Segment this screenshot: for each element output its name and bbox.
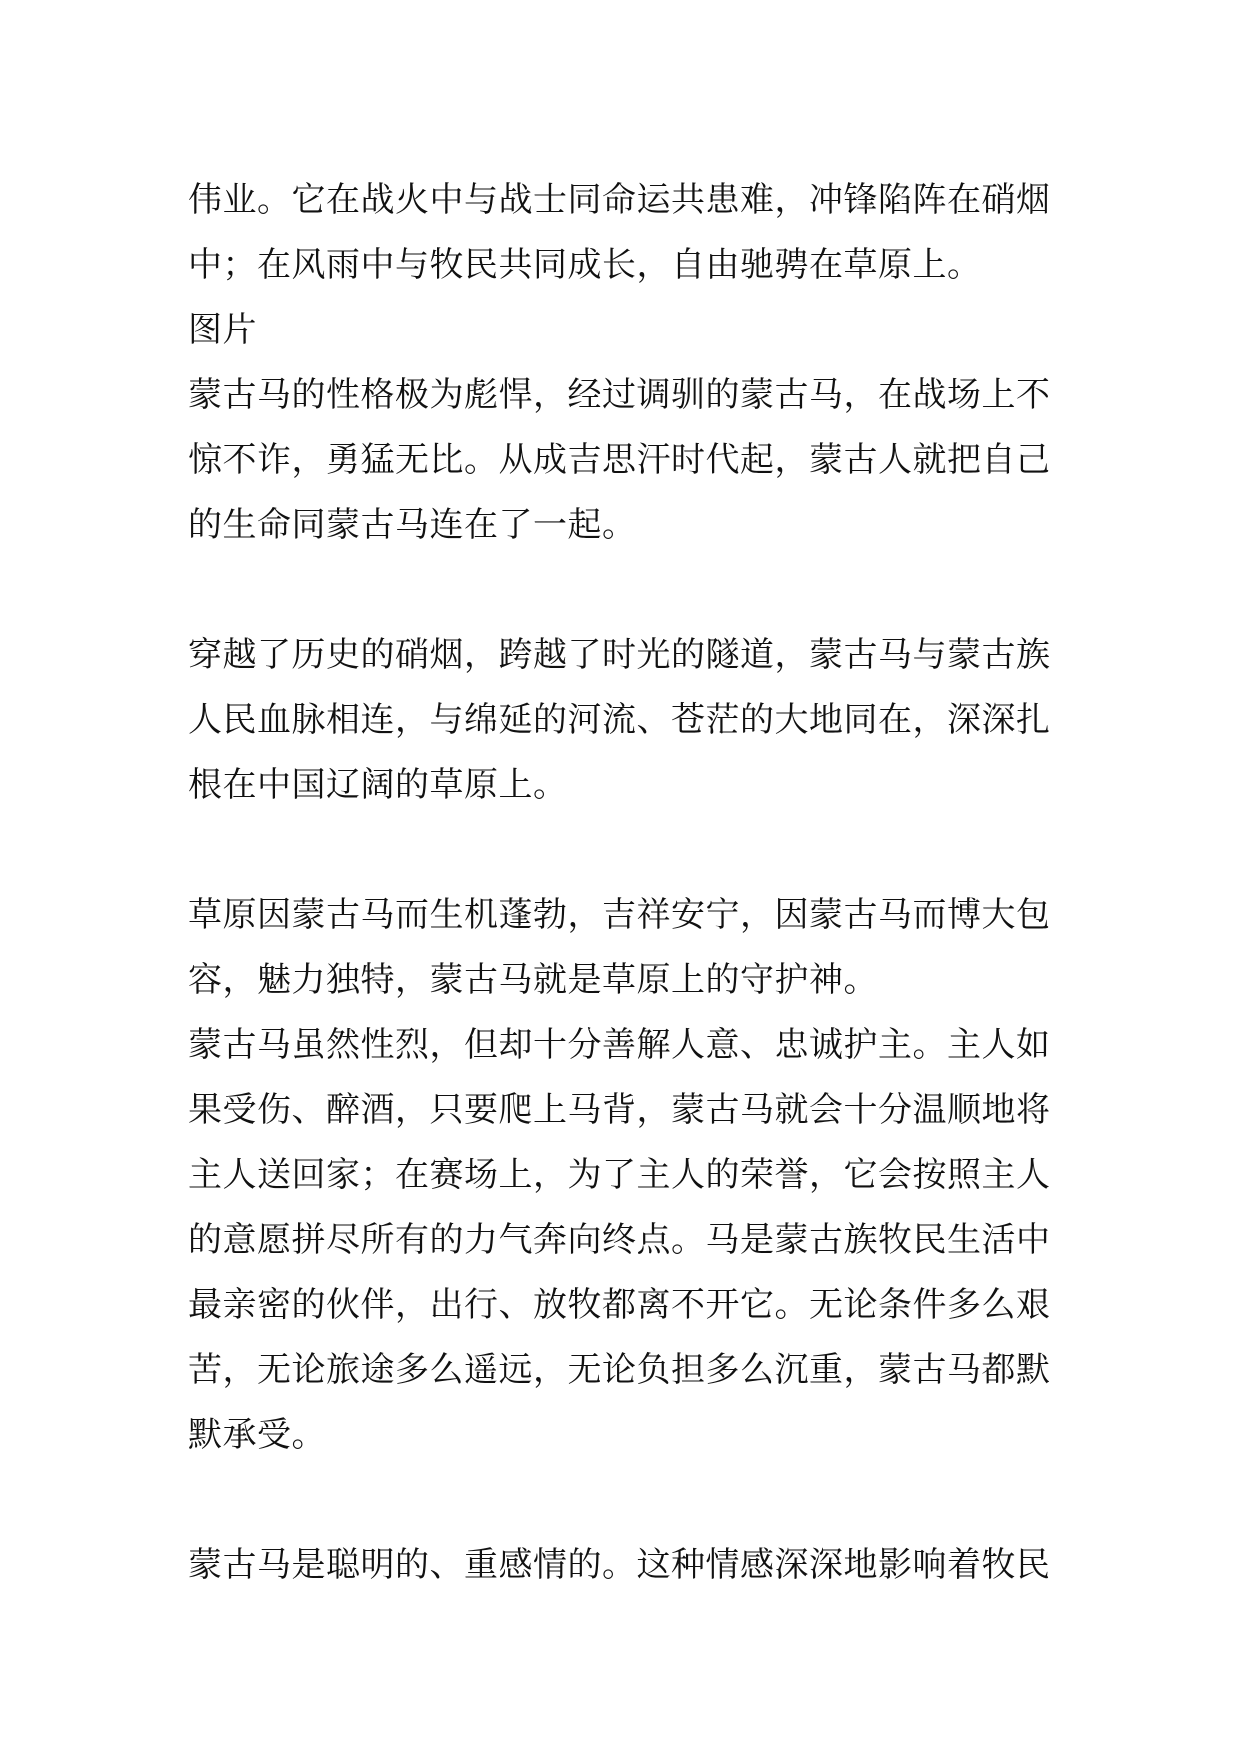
text-line: 的生命同蒙古马连在了一起。 <box>188 505 637 545</box>
image-placeholder-label <box>188 298 1058 363</box>
blank-line <box>188 818 1058 883</box>
text-line: 中；在风雨中与牧民共同成长，自由驰骋在草原上。 <box>188 245 982 285</box>
text-line: 伟业。它在战火中与战士同命运共患难，冲锋陷阵在硝烟 <box>188 180 1051 220</box>
text-line: 蒙古马的性格极为彪悍，经过调驯的蒙古马，在战场上不 <box>188 375 1051 415</box>
paragraph <box>188 168 1058 298</box>
text-line: 穿越了历史的硝烟，跨越了时光的隧道，蒙古马与蒙古族 <box>188 635 1051 675</box>
paragraph <box>188 623 1058 818</box>
text-line: 惊不诈，勇猛无比。从成吉思汗时代起，蒙古人就把自己 <box>188 440 1051 480</box>
text-line: 草原因蒙古马而生机蓬勃，吉祥安宁，因蒙古马而博大包 <box>188 895 1051 935</box>
blank-line <box>188 1468 1058 1533</box>
paragraph <box>188 883 1058 1013</box>
paragraph <box>188 363 1058 558</box>
text-line: 苦，无论旅途多么遥远，无论负担多么沉重，蒙古马都默 <box>188 1350 1051 1390</box>
text-line: 主人送回家；在赛场上，为了主人的荣誉，它会按照主人 <box>188 1155 1051 1195</box>
text-line: 人民血脉相连，与绵延的河流、苍茫的大地同在，深深扎 <box>188 700 1051 740</box>
text-line: 蒙古马是聪明的、重感情的。这种情感深深地影响着牧民 <box>188 1545 1051 1585</box>
text-line: 图片 <box>188 310 257 350</box>
document-page <box>188 168 1058 1598</box>
text-line: 蒙古马虽然性烈，但却十分善解人意、忠诚护主。主人如 <box>188 1025 1051 1065</box>
paragraph <box>188 1533 1058 1598</box>
text-line: 的意愿拼尽所有的力气奔向终点。马是蒙古族牧民生活中 <box>188 1220 1051 1260</box>
blank-line <box>188 558 1058 623</box>
text-line: 默承受。 <box>188 1415 326 1455</box>
text-line: 最亲密的伙伴，出行、放牧都离不开它。无论条件多么艰 <box>188 1285 1051 1325</box>
text-line: 根在中国辽阔的草原上。 <box>188 765 568 805</box>
text-line: 容，魅力独特，蒙古马就是草原上的守护神。 <box>188 960 878 1000</box>
text-line: 果受伤、醉酒，只要爬上马背，蒙古马就会十分温顺地将 <box>188 1090 1051 1130</box>
paragraph <box>188 1013 1058 1468</box>
